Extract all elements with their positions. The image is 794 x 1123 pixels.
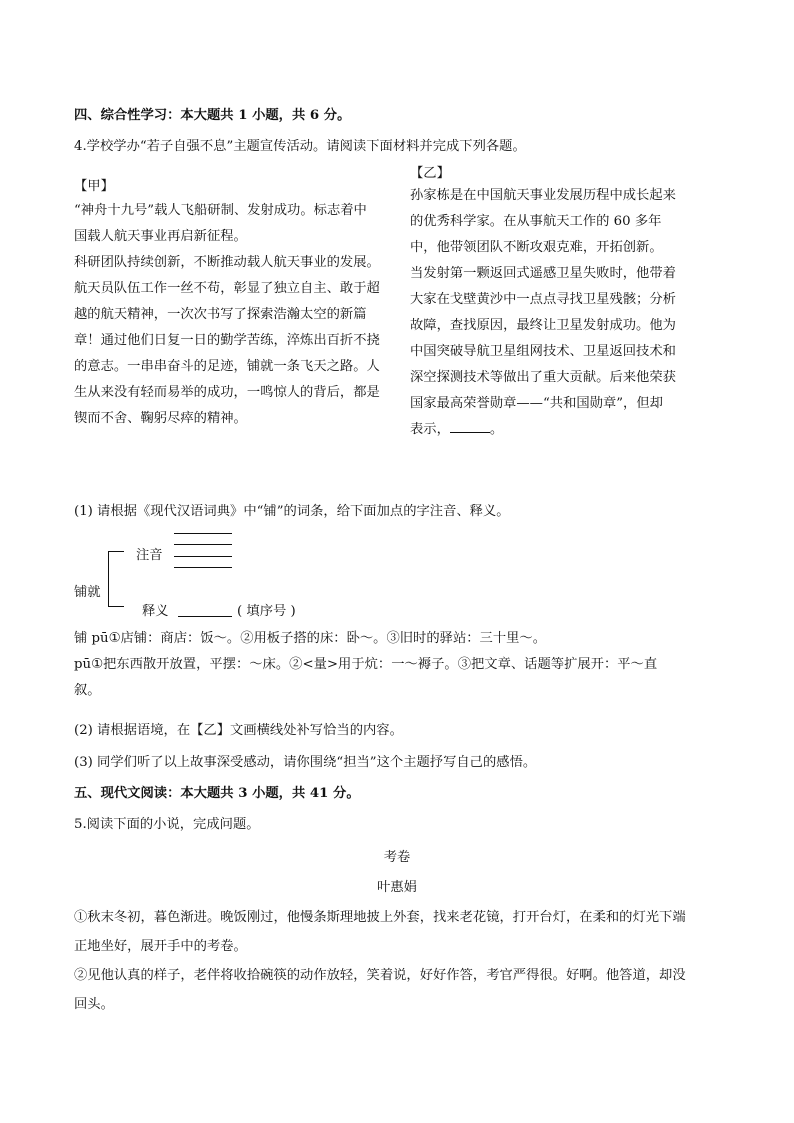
dict-line: 叙。 (74, 683, 101, 698)
story-line: ②见他认真的样子，老伴将收拾碗筷的动作放轻，笑着说，好好作答，考官严得很。好啊。他答道，却没 (74, 968, 686, 983)
yi-line: 故障，查找原因，最终让卫星发射成功。他为 (410, 318, 676, 333)
q2-prompt: (2) 请根据语境，在【乙】文画横线处补写恰当的内容。 (74, 723, 403, 738)
jia-passage (74, 198, 380, 432)
pinyin-blank-line[interactable] (174, 567, 232, 568)
dict-line: 铺 pū①店铺：商店：饭～。②用板子搭的床：卧～。③旧时的驿站：三十里～。 (74, 631, 547, 646)
pinyin-blank-line[interactable] (174, 544, 232, 545)
yi-passage (410, 183, 676, 443)
q1-prompt: (1) 请根据《现代汉语词典》中“铺”的词条，给下面加点的字注音、释义。 (74, 504, 510, 519)
yi-last-line-punct: 。 (489, 422, 504, 437)
section5-header-rest: 本大题共 3 小题，共 41 分。 (180, 786, 360, 801)
jia-line: 生从来没有轻而易举的成功，一鸣惊人的背后，都是 (74, 385, 380, 400)
dict-line: pū①把东西散开放置，平摆：～床。②<量>用于炕：一～褥子。③把文章、话题等扩展开：平～直 (74, 657, 658, 672)
pinyin-blank-line[interactable] (174, 533, 232, 534)
jia-line: 国载人航天事业再启新征程。 (74, 229, 247, 244)
meaning-blank-line[interactable] (178, 616, 232, 617)
jia-line: 越的航天精神，一次次书写了探索浩瀚太空的新篇 (74, 307, 367, 322)
story-line: 正地坐好，展开手中的考卷。 (74, 939, 247, 954)
yi-line: 的优秀科学家。在从事航天工作的 60 多年 (410, 214, 662, 229)
bracket-bottom-line (108, 606, 124, 607)
jia-line: 的意志。一串串奋斗的足迹，铺就一条飞天之路。人 (74, 359, 380, 374)
jia-line: 锲而不舍、鞠躬尽瘁的精神。 (74, 411, 247, 426)
yi-last-line-text: 表示， (410, 422, 450, 437)
yi-last-line (410, 417, 676, 443)
q1-word: 铺就 (74, 585, 101, 600)
story-author: 叶惠娟 (377, 880, 417, 895)
jia-line: 章！通过他们日复一日的勤学苦练，淬炼出百折不挠 (74, 333, 380, 348)
jia-line: 科研团队持续创新，不断推动载人航天事业的发展。 (74, 255, 380, 270)
yi-line: 中，他带领团队不断攻艰克难，开拓创新。 (410, 240, 663, 255)
bracket-top-line (108, 551, 124, 552)
yi-label: 【乙】 (410, 166, 450, 181)
pinyin-blank-line[interactable] (174, 556, 232, 557)
yi-line: 孙家栋是在中国航天事业发展历程中成长起来 (410, 188, 676, 203)
yi-line: 当发射第一颗返回式遥感卫星失败时，他带着 (410, 266, 676, 281)
meaning-hint: ( 填序号 ) (237, 604, 296, 619)
story-body (74, 903, 686, 1019)
yi-line: 深空探测技术等做出了重大贡献。后来他荣获 (410, 370, 676, 385)
story-title: 考卷 (383, 850, 411, 865)
question5-intro: 5.阅读下面的小说，完成问题。 (74, 817, 260, 832)
yi-line: 国家最高荣誉勋章——“共和国勋章”，但却 (410, 396, 663, 411)
question4-intro: 4.学校学办“若子自强不息”主题宣传活动。请阅读下面材料并完成下列各题。 (74, 139, 526, 154)
section5-header-prefix: 五、现代文阅读： (74, 786, 181, 801)
answer-blank[interactable] (450, 420, 490, 433)
section5-header (74, 782, 360, 801)
yi-line: 大家在戈壁黄沙中一点点寻找卫星残骸；分析 (410, 292, 676, 307)
story-line: 回头。 (74, 997, 114, 1012)
meaning-label: 释义 (142, 604, 169, 619)
section4-header-rest: 本大题共 1 小题，共 6 分。 (180, 108, 351, 123)
pinyin-label: 注音 (136, 548, 163, 563)
section4-header-prefix: 四、综合性学习： (74, 108, 181, 123)
section4-header (74, 104, 350, 123)
bracket-vertical-line (108, 551, 109, 606)
yi-line: 中国突破导航卫星组网技术、卫星返回技术和 (410, 344, 676, 359)
jia-line: “神舟十九号”载人飞船研制、发射成功。标志着中 (74, 203, 367, 218)
story-line: ①秋末冬初，暮色渐进。晚饭刚过，他慢条斯理地披上外套，找来老花镜，打开台灯，在柔和的灯光下端 (74, 910, 686, 925)
jia-label: 【甲】 (74, 179, 114, 194)
dictionary-entry (74, 626, 657, 704)
q3-prompt: (3) 同学们听了以上故事深受感动，请你围绕“担当”这个主题抒写自己的感悟。 (74, 755, 537, 770)
jia-line: 航天员队伍工作一丝不苟，彰显了独立自主、敢于超 (74, 281, 380, 296)
